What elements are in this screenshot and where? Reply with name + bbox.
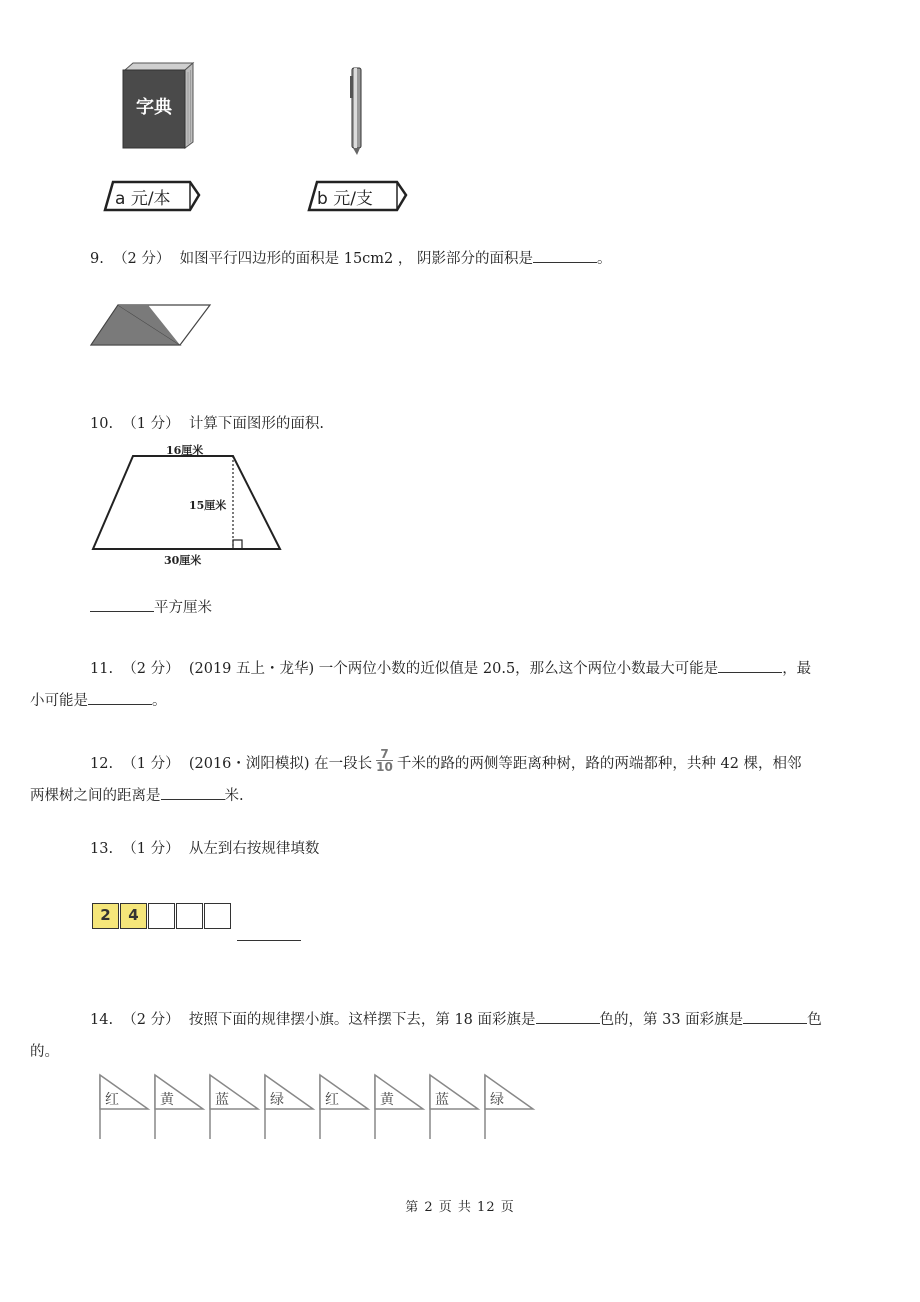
number-sequence-boxes [92,903,232,929]
fraction [376,748,393,773]
pen-price-tag [309,182,406,210]
question-10 [90,412,862,436]
question-text: 按照下面的规律摆小旗。这样摆下去，第 18 面彩旗是 [188,1012,536,1028]
question-score: （1 分） [122,756,180,772]
book-pen-figure [95,60,425,220]
question-text-2: 千米的路的两侧等距离种树，路的两端都种，共种 42 棵，相邻 [396,756,802,772]
flag-7 [430,1075,478,1139]
question-13 [90,837,862,861]
answer-blank-2[interactable] [743,1009,807,1024]
question-text-2: 色的，第 33 面彩旗是 [599,1012,744,1028]
bottom-base-label: 30厘米 [164,554,202,567]
flag-8 [485,1075,533,1139]
flag-label: 黄 [160,1092,174,1108]
answer-blank-1[interactable] [718,658,782,673]
pen-image [350,68,361,155]
answer-blank[interactable] [237,926,301,941]
question-12 [30,746,862,812]
question-text: 计算下面图形的面积. [188,416,324,432]
question-number: 13. [90,841,114,857]
fraction-numerator: 7 [376,748,393,761]
question-14 [30,1004,862,1068]
question-text-3: 两棵树之间的距离是 [30,788,161,804]
question-text: 在一段长 [314,756,373,772]
pen-price-label: b 元/支 [317,189,373,209]
answer-blank-2[interactable] [88,690,152,705]
answer-blank[interactable] [90,597,154,612]
question-text: 如图平行四边形的面积是 15cm2 ， 阴影部分的面积是 [179,251,533,267]
fraction-denominator: 10 [376,759,393,774]
trapezoid-outline [93,456,280,549]
question-score: （2 分） [113,251,171,267]
question-source: (2016・浏阳模拟) [188,756,310,772]
right-angle-mark [233,540,242,549]
question-text-3: 色 [807,1012,822,1028]
sequence-cell-3[interactable] [148,903,175,929]
answer-blank[interactable] [161,785,225,800]
question-score: （2 分） [122,1012,180,1028]
question-text-4: 米. [224,788,244,804]
question-source: (2019 五上・龙华) [188,661,315,677]
question-text-4: 。 [152,693,167,709]
flag-label: 绿 [490,1092,504,1108]
question-number: 14. [90,1012,114,1028]
flag-label: 蓝 [435,1092,449,1108]
flag-4 [265,1075,313,1139]
question-number: 9. [90,251,104,267]
page-footer: 第 2 页 共 12 页 [405,1200,515,1215]
question-10-answer [90,596,862,620]
flag-6 [375,1075,423,1139]
sequence-cell-1: 2 [92,903,119,929]
book-price-tag [105,182,199,210]
question-text: 从左到右按规律填数 [188,841,320,857]
flags-row [96,1073,536,1143]
flag-label: 蓝 [215,1092,229,1108]
question-number: 12. [90,756,114,772]
book-title: 字典 [136,97,172,118]
answer-blank[interactable] [533,248,597,263]
question-9 [90,247,862,271]
top-base-label: 16厘米 [166,444,204,457]
answer-blank-1[interactable] [536,1009,600,1024]
dictionary-book-image [123,63,193,148]
question-score: （1 分） [122,841,180,857]
answer-unit: 平方厘米 [154,600,212,616]
question-number: 11. [90,661,114,677]
flag-label: 红 [105,1092,119,1108]
flag-3 [210,1075,258,1139]
sequence-cell-2: 4 [120,903,147,929]
flag-label: 红 [325,1092,339,1108]
question-text-end: 。 [597,251,612,267]
parallelogram-figure [88,302,214,348]
sequence-cell-4[interactable] [176,903,203,929]
question-score: （1 分） [122,416,180,432]
question-number: 10. [90,416,114,432]
question-text: 一个两位小数的近似值是 20.5，那么这个两位小数最大可能是 [318,661,719,677]
flag-label: 黄 [380,1092,394,1108]
trapezoid-figure [88,442,298,570]
flag-1 [100,1075,148,1139]
flag-2 [155,1075,203,1139]
flag-5 [320,1075,368,1139]
book-price-label: a 元/本 [115,189,171,209]
sequence-cell-5[interactable] [204,903,231,929]
question-11 [30,653,862,717]
question-text-4: 的。 [30,1044,59,1060]
question-text-2: ，最 [782,661,812,677]
question-text-3: 小可能是 [30,693,88,709]
flag-label: 绿 [270,1092,284,1108]
flags-figure [96,1073,536,1143]
question-score: （2 分） [122,661,180,677]
height-label: 15厘米 [189,499,227,512]
